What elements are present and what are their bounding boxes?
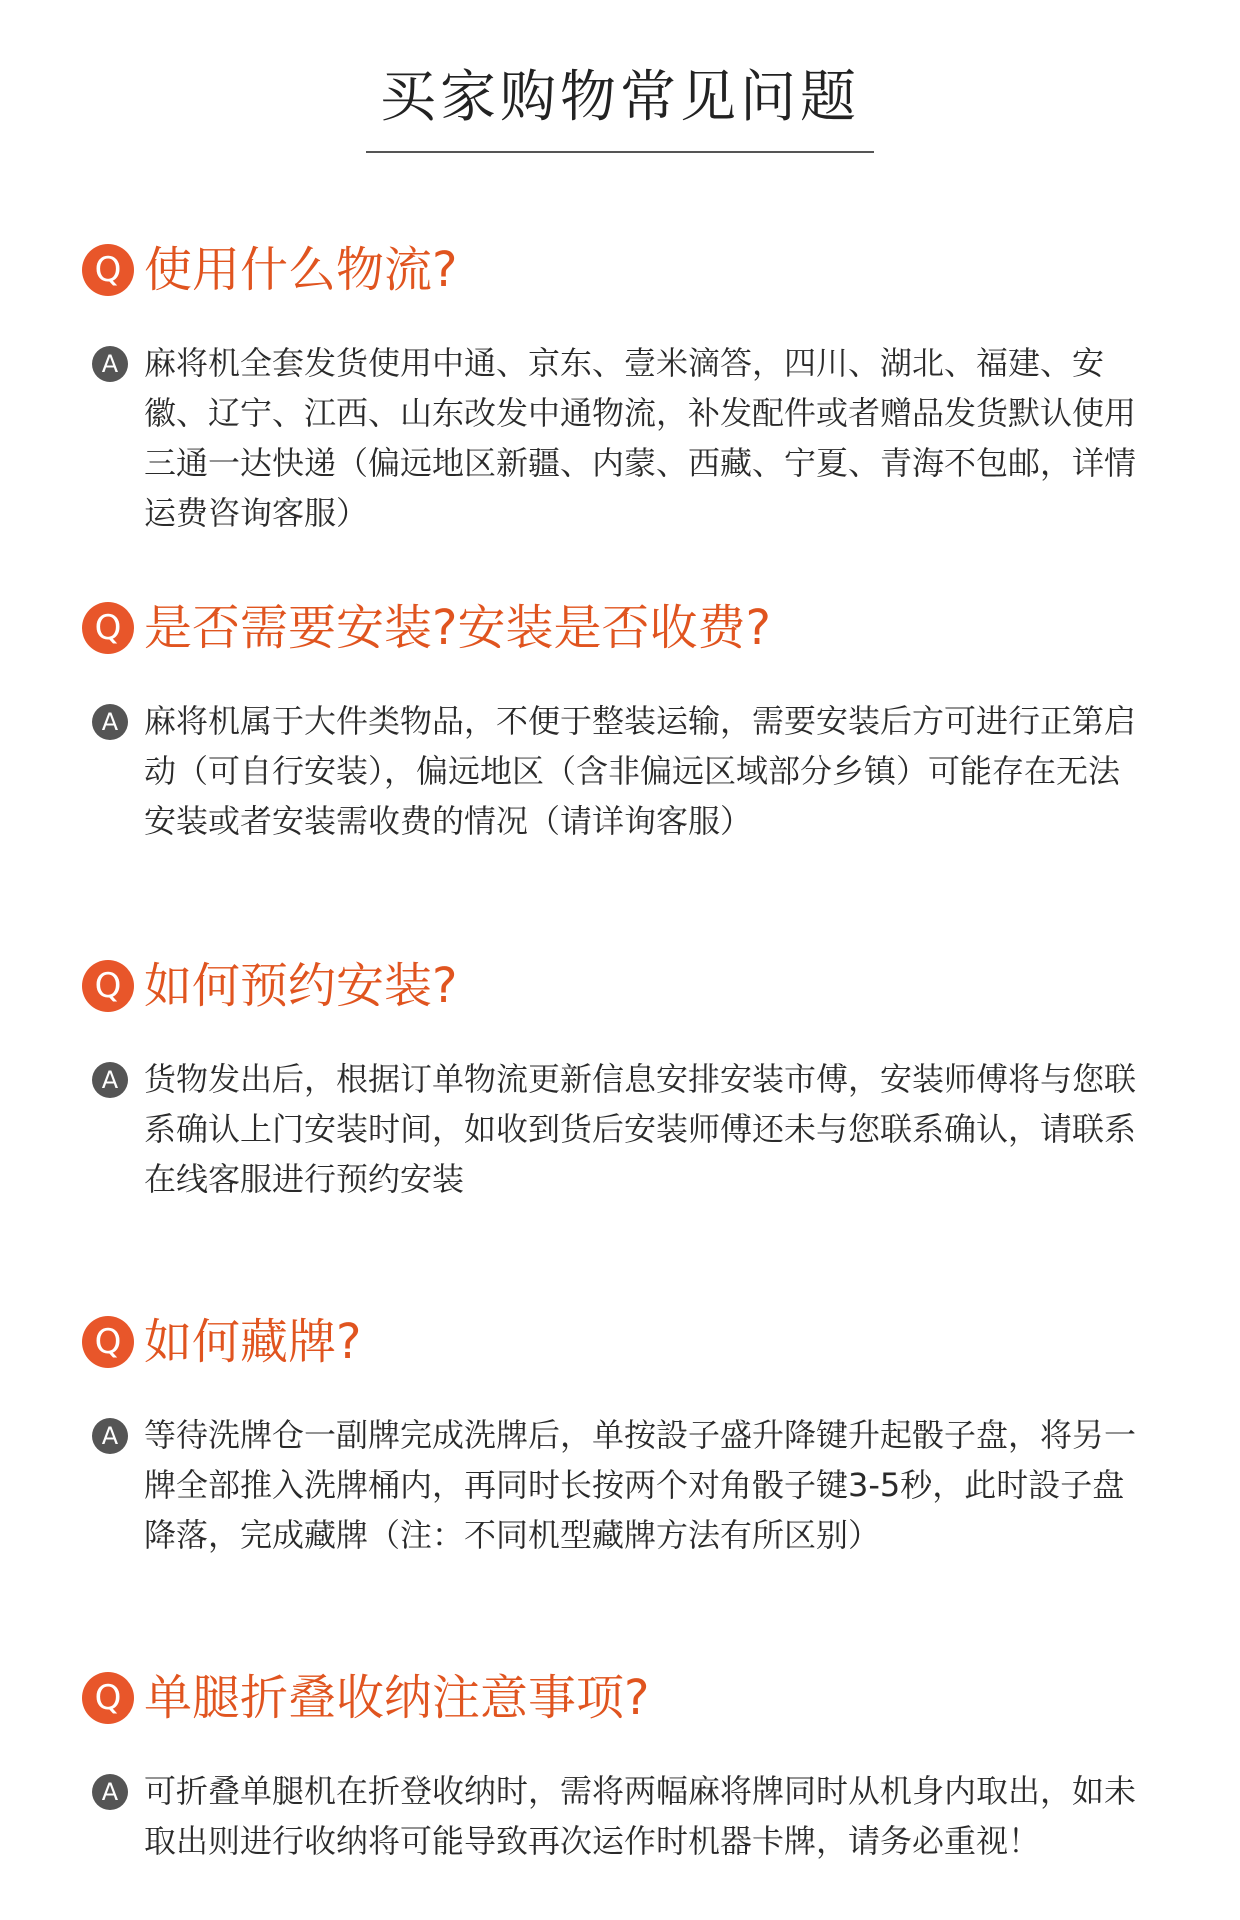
faq-answer-text: 麻将机属于大件类物品，不便于整装运输，需要安装后方可进行正第启动（可自行安装），偏远地区（含非偏远区域部分乡镇）可能存在无法安装或者安装需收费的情况（请详询客服）	[144, 702, 1137, 840]
faq-question	[82, 1302, 1162, 1382]
title-divider	[366, 151, 874, 153]
faq-item-folding	[82, 1658, 1162, 1866]
question-badge-icon: Q	[82, 1672, 134, 1724]
faq-answer	[82, 1054, 1162, 1204]
faq-question-text: 是否需要安装?安装是否收费?	[144, 600, 771, 656]
faq-question	[82, 946, 1162, 1026]
question-badge-icon: Q	[82, 960, 134, 1012]
faq-item-hide-tiles	[82, 1302, 1162, 1560]
question-badge-icon: Q	[82, 244, 134, 296]
question-badge-icon: Q	[82, 1316, 134, 1368]
faq-answer	[82, 1410, 1162, 1560]
faq-question-text: 单腿折叠收纳注意事项?	[144, 1670, 650, 1726]
faq-question	[82, 230, 1162, 310]
faq-answer-text: 可折叠单腿机在折登收纳时，需将两幅麻将牌同时从机身内取出，如未取出则进行收纳将可能导致再次运作时机器卡牌，请务必重视！	[144, 1772, 1137, 1860]
faq-question-text: 如何藏牌?	[144, 1314, 362, 1370]
faq-answer-text: 货物发出后，根据订单物流更新信息安排安装市傅，安装师傅将与您联系确认上门安装时间，如收到货后安装师傅还未与您联系确认，请联系在线客服进行预约安装	[144, 1060, 1137, 1198]
faq-answer	[82, 1766, 1162, 1866]
answer-badge-icon: A	[92, 704, 128, 740]
faq-question-text: 如何预约安装?	[144, 958, 458, 1014]
question-badge-icon: Q	[82, 602, 134, 654]
answer-badge-icon: A	[92, 1418, 128, 1454]
faq-question	[82, 1658, 1162, 1738]
faq-item-installation	[82, 588, 1162, 846]
faq-answer	[82, 338, 1162, 538]
page-title: 买家购物常见问题	[380, 65, 860, 130]
faq-answer	[82, 696, 1162, 846]
answer-badge-icon: A	[92, 1062, 128, 1098]
faq-question	[82, 588, 1162, 668]
faq-question-text: 使用什么物流?	[144, 242, 458, 298]
answer-badge-icon: A	[92, 1774, 128, 1810]
answer-badge-icon: A	[92, 346, 128, 382]
faq-answer-text: 等待洗牌仓一副牌完成洗牌后，单按設子盛升降键升起骰子盘，将另一牌全部推入洗牌桶内，再同时长按两个对角骰子键3-5秒，此时設子盘降落，完成藏牌（注：不同机型藏牌方法有所区别）	[144, 1416, 1137, 1554]
faq-item-logistics	[82, 230, 1162, 538]
faq-answer-text: 麻将机全套发货使用中通、京东、壹米滴答，四川、湖北、福建、安徽、辽宁、江西、山东改发中通物流，补发配件或者赠品发货默认使用三通一达快递（偏远地区新疆、内蒙、西藏、宁夏、青海不包邮，详情运费咨询客服）	[144, 344, 1137, 532]
faq-item-booking	[82, 946, 1162, 1204]
